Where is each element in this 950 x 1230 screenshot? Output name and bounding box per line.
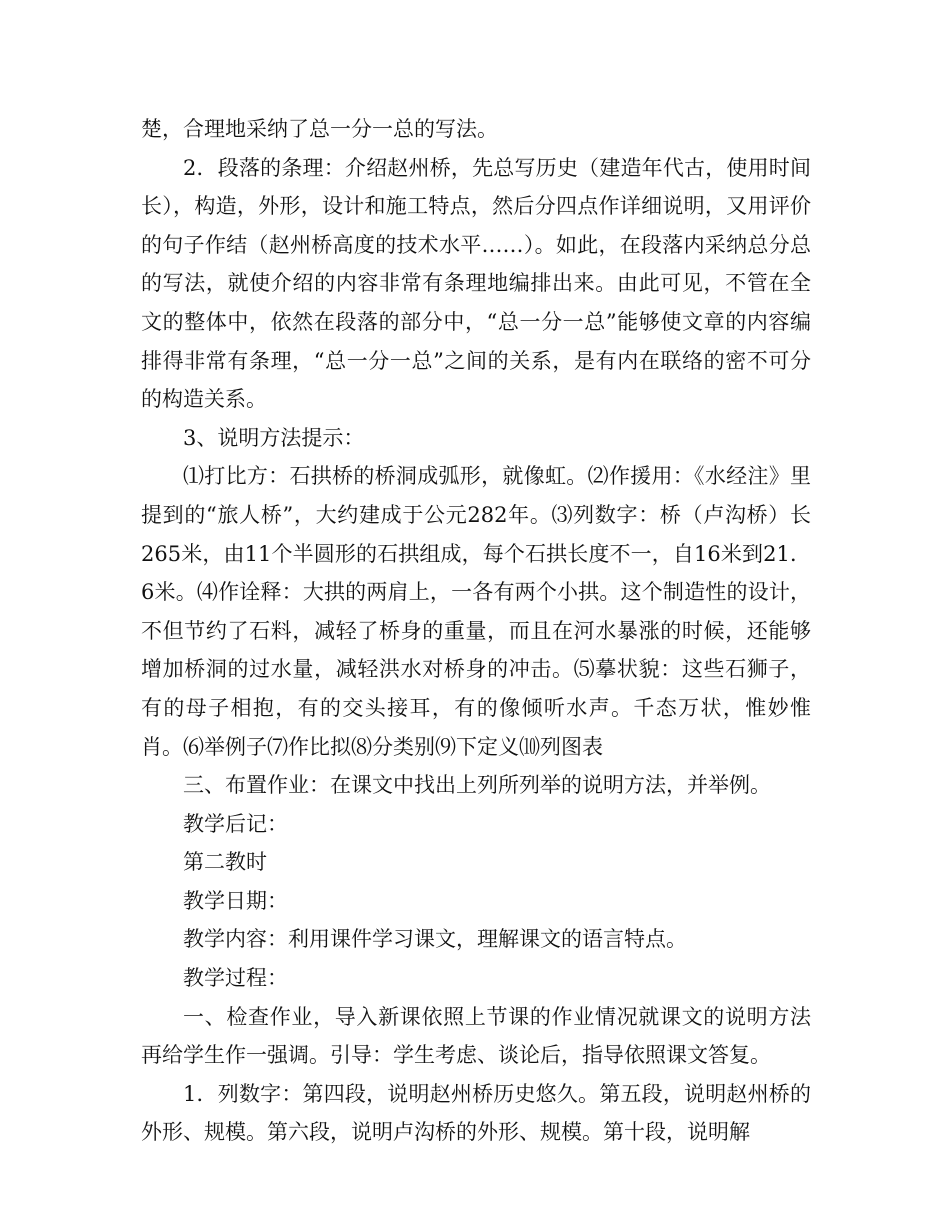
paragraph: 三、布置作业：在课文中找出上列所列举的说明方法，并举例。 xyxy=(183,773,771,798)
paragraph: 教学日期： xyxy=(183,888,288,913)
paragraph: 3、说明方法提示： xyxy=(183,425,365,450)
paragraph: 教学过程： xyxy=(183,966,288,991)
paragraph: 教学内容：利用课件学习课文，理解课文的语言特点。 xyxy=(183,927,687,952)
paragraph: 第二教时 xyxy=(183,850,267,875)
paragraph: ⑴打比方：石拱桥的桥洞成弧形，就像虹。⑵作援用：《水经注》里提到的“旅人桥”，大约建成于公元282年。⑶列数字：桥（卢沟桥）长265米，由11个半圆形的石拱组成，每个石拱长度不一，自16米到21．6米。⑷作诠释：大拱的两肩上，一各有两个小拱。这个制造性的设计，不但节约了石料，减轻了桥身的重量，而且在河水暴涨的时候，还能够增加桥洞的过水量，减轻洪水对桥身的冲击。⑸摹状貌：这些石狮子，有的母子相抱，有的交头接耳，有的像倾听水声。千态万状，惟妙惟肖。⑹举例子⑺作比拟⑻分类别⑼下定义⑽列图表 xyxy=(141,464,811,759)
paragraph: 教学后记： xyxy=(183,811,288,836)
paragraph: 一、检查作业，导入新课依照上节课的作业情况就课文的说明方法再给学生作一强调。引导：学生考虑、谈论后，指导依照课文答复。 xyxy=(141,1004,811,1068)
paragraph: 1．列数字：第四段，说明赵州桥历史悠久。第五段，说明赵州桥的外形、规模。第六段，说明卢沟桥的外形、规模。第十段，说明解 xyxy=(141,1081,811,1145)
paragraph: 楚，合理地采纳了总一分一总的写法。 xyxy=(141,117,498,141)
paragraph: 2．段落的条理：介绍赵州桥，先总写历史（建造年代古，使用时间长），构造，外形，设计和施工特点，然后分四点作详细说明，又用评价的句子作结（赵州桥高度的技术水平……）。如此，在段落内采纳总分总的写法，就使介绍的内容非常有条理地编排出来。由此可见，不管在全文的整体中，依然在段落的部分中，“总一分一总”能够使文章的内容编排得非常有条理，“总一分一总”之间的关系，是有内在联络的密不可分的构造关系。 xyxy=(141,155,811,412)
document-body xyxy=(141,110,811,1152)
